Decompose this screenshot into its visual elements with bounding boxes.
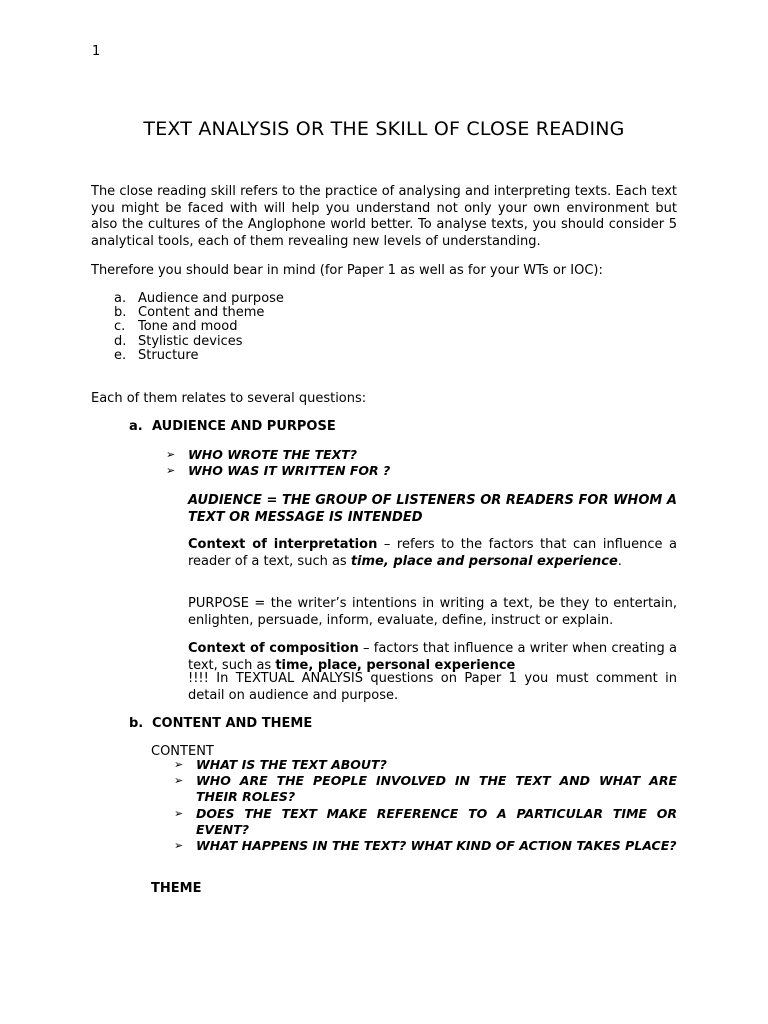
intro-paragraph: The close reading skill refers to the practice of analysing and interpreting texts. Each text you might be faced with will help you understand not only your own environment but also the cultures of the Anglophone world better. To analyse texts, you should consider 5 analytical tools, each of them revealing new levels of understanding.	[91, 184, 677, 249]
context-composition	[188, 641, 677, 674]
list-letter: e.	[114, 347, 127, 363]
list-item	[114, 292, 284, 306]
list-letter: a.	[114, 291, 127, 306]
list-item	[114, 320, 284, 334]
bear-in-mind-paragraph: Therefore you should bear in mind (for Paper 1 as well as for your WTs or IOC):	[91, 263, 603, 278]
list-letter: b.	[114, 305, 127, 321]
paper-note: !!!! In TEXTUAL ANALYSIS questions on Paper 1 you must comment in detail on audience and purpose.	[188, 671, 677, 703]
arrowhead-bullet-icon: ➢	[166, 464, 176, 478]
term: Context of composition	[188, 641, 359, 656]
definition-text: – refers to the factors that can influence a reader of a text, such as	[188, 537, 677, 569]
list-item	[166, 463, 390, 479]
section-letter: b.	[129, 716, 144, 731]
section-title: CONTENT AND THEME	[152, 716, 313, 731]
list-item	[114, 335, 284, 349]
definition-text: – factors that influence a writer when creating a text, such as	[188, 641, 677, 673]
question-text: DOES THE TEXT MAKE REFERENCE TO A PARTICULAR TIME OR EVENT?	[196, 805, 677, 837]
list-item	[114, 349, 284, 363]
theme-label: THEME	[151, 881, 202, 896]
period: .	[617, 553, 622, 569]
document-title: TEXT ANALYSIS OR THE SKILL OF CLOSE READING	[143, 118, 625, 140]
list-item	[174, 773, 677, 805]
list-letter: d.	[114, 333, 127, 349]
list-label: Content and theme	[138, 305, 265, 321]
list-letter: c.	[114, 319, 126, 335]
question-text: WHAT IS THE TEXT ABOUT?	[196, 757, 387, 772]
list-item	[174, 806, 677, 838]
section-letter: a.	[129, 419, 143, 434]
emphasis: time, place and personal experience	[350, 553, 618, 569]
content-label: CONTENT	[151, 744, 214, 759]
list-label: Structure	[138, 347, 199, 363]
content-questions	[174, 757, 677, 854]
tools-list	[114, 292, 284, 363]
arrowhead-bullet-icon: ➢	[174, 839, 184, 853]
list-label: Stylistic devices	[138, 333, 243, 349]
arrowhead-bullet-icon: ➢	[174, 774, 184, 788]
arrowhead-bullet-icon: ➢	[174, 758, 184, 771]
question-text: WHO WROTE THE TEXT?	[188, 447, 358, 462]
relates-paragraph: Each of them relates to several questions:	[91, 391, 367, 406]
list-label: Tone and mood	[138, 319, 238, 335]
list-label: Audience and purpose	[138, 291, 284, 306]
arrowhead-bullet-icon: ➢	[174, 806, 184, 820]
purpose-definition: PURPOSE = the writer’s intentions in writing a text, be they to entertain, enlighten, persuade, inform, evaluate, define, instruct or explain.	[188, 596, 677, 628]
page-number: 1	[92, 44, 101, 59]
section-title: AUDIENCE AND PURPOSE	[152, 419, 336, 434]
list-item	[174, 757, 677, 773]
question-text: WHAT HAPPENS IN THE TEXT? WHAT KIND OF ACTION TAKES PLACE?	[196, 838, 677, 854]
list-item	[114, 306, 284, 320]
emphasis: time, place, personal experience	[275, 657, 516, 673]
audience-questions	[166, 447, 390, 479]
context-interpretation	[188, 537, 677, 570]
section-b-heading	[129, 716, 312, 731]
question-text: WHO WAS IT WRITTEN FOR ?	[188, 463, 391, 479]
question-text: WHO ARE THE PEOPLE INVOLVED IN THE TEXT AND WHAT ARE THEIR ROLES?	[196, 773, 677, 805]
list-item	[166, 447, 390, 463]
list-item	[174, 838, 677, 854]
audience-definition: AUDIENCE = THE GROUP OF LISTENERS OR READERS FOR WHOM A TEXT OR MESSAGE IS INTENDED	[188, 493, 677, 525]
term: Context of interpretation	[188, 537, 378, 552]
arrowhead-bullet-icon: ➢	[166, 448, 176, 461]
section-a-heading	[129, 419, 336, 434]
